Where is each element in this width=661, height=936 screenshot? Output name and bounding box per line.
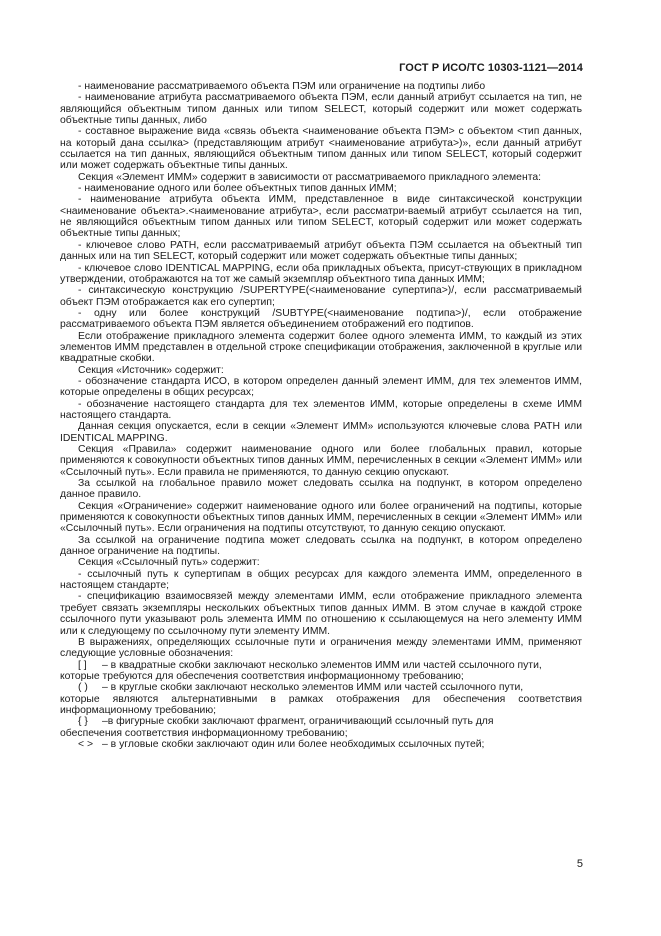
paragraph: - наименование одного или более объектных типов данных ИММ; [78,183,397,195]
symbol-definition [60,682,582,693]
paragraph: - составное выражение вида «связь объекта <наименование объекта ПЭМ> с объектом <тип данных, на который дана ссылка> (представляющим атрибут <наименование атрибута>)», если данный атрибут ссылается на тип данных, являющийся объектным типом данных или типом SELECT, который содержит или может содержать объектные типы данных. [60,126,582,172]
paragraph: В выражениях, определяющих ссылочные пути и ограничения между элементами ИММ, применяют следующие условные обозначения: [60,636,582,660]
paragraph: - наименование атрибута объекта ИММ, представленное в виде синтаксической конструкции <наименование объекта>.<наименование атрибута>, если рассматри-ваемый атрибут ссылается на тип, не являющийся объектным типом данных или типом SELECT, который содержит или может содержать объектные типы данных; [60,194,582,240]
symbol-definition [60,660,582,671]
symbol: < > [78,738,94,750]
symbol: ( ) [78,682,88,694]
symbol-text: – в круглые скобки заключают несколько элементов ИММ или частей ссылочного пути, [102,682,524,694]
symbol-text-continued: которые являются альтернативными в рамках отображения для обеспечения соответствия информационному требованию; [60,693,582,716]
paragraph: - обозначение стандарта ИСО, в котором определен данный элемент ИММ, для тех элементов ИММ, которые определены в общих ресурсах; [60,375,582,399]
symbol: [ ] [78,659,87,671]
paragraph: За ссылкой на глобальное правило может следовать ссылка на подпункт, в котором определено данное правило. [60,478,582,501]
paragraph: За ссылкой на ограничение подтипа может следовать ссылка на подпункт, в котором определено данное ограничение на подтипы. [60,534,582,558]
paragraph: Если отображение прикладного элемента содержит более одного элемента ИММ, то каждый из этих элементов ИММ представлен в отдельной строке спецификации отображения, заключенной в круглые или квадратные скобки. [60,330,582,365]
body-text [60,81,582,750]
paragraph: - одну или более конструкций /SUBTYPE(<наименование подтипа>)/, если отображение рассматриваемого объекта ПЭМ является объединением отображений его подтипов. [60,307,582,331]
page-number: 5 [576,858,583,870]
paragraph: Данная секция опускается, если в секции «Элемент ИММ» используются ключевые слова PATH или IDENTICAL MAPPING. [60,421,582,444]
paragraph: Секция «Ссылочный путь» содержит: [78,557,260,569]
paragraph: - ключевое слово PATH, если рассматриваемый атрибут объекта ПЭМ ссылается на объектный тип данных или на тип SELECT, который содержит или может содержать объектные типы данных; [60,239,582,263]
paragraph: Секция «Правила» содержит наименование одного или более глобальных правил, которые применяются к совокупности объектных типов данных ИММ, перечисленных в секции «Элемент ИММ» или «Ссылочный путь». Если правила не применяются, то данную секцию опускают. [60,444,582,478]
standard-header: ГОСТ Р ИСО/ТС 10303-1121—2014 [399,62,583,74]
paragraph: - наименование рассматриваемого объекта ПЭМ или ограничение на подтипы либо [78,81,486,92]
paragraph: Секция «Источник» содержит: [78,364,224,376]
paragraph: Секция «Ограничение» содержит наименование одного или более ограничений на подтипы, которые применяются к совокупности объектных типов данных ИММ, перечисленных в секции «Элемент ИММ» или «Ссылочный путь». Если ограничения на подтипы отсутствуют, то данную секцию опускают. [60,500,582,535]
symbol-definition [60,739,582,750]
symbol-text: –в фигурные скобки заключают фрагмент, ограничивающий ссылочный путь для [102,716,494,728]
paragraph: Секция «Элемент ИММ» содержит в зависимости от рассматриваемого прикладного элемента: [78,171,542,183]
paragraph: - спецификацию взаимосвязей между элементами ИММ, если отображение прикладного элемента требует связать экземпляры нескольких объектных типов данных ИММ. В этом случае в каждой строке ссылочного пути указывают роль элемента ИММ по отношению к ссылающемуся на него элементу ИММ или к следующему по ссылочному пути элементу ИММ. [60,591,582,637]
symbol-definition [60,716,582,727]
paragraph: - обозначение настоящего стандарта для тех элементов ИММ, которые определены в схеме ИММ настоящего стандарта. [60,398,582,421]
symbol-text-continued: которые требуются для обеспечения соответствия информационному требованию; [60,670,464,682]
paragraph: - наименование атрибута рассматриваемого объекта ПЭМ, если данный атрибут ссылается на тип, не являющийся объектным типом данных или типом SELECT, который содержит или может содержать объектные типы данных, либо [60,92,582,127]
paragraph: - синтаксическую конструкцию /SUPERTYPE(<наименование супертипа>)/, если рассматриваемый объект ПЭМ отображается как его супертип; [60,285,582,308]
symbol-text: – в угловые скобки заключают один или более необходимых ссылочных путей; [102,738,485,750]
symbol-text: – в квадратные скобки заключают несколько элементов ИММ или частей ссылочного пути, [102,659,542,671]
symbol-text-continued: обеспечения соответствия информационному требованию; [60,727,348,739]
symbol: { } [78,716,88,728]
paragraph: - ключевое слово IDENTICAL MAPPING, если оба прикладных объекта, присут-ствующих в прикладном утверждении, отображаются на тот же самый экземпляр объектного типа данных ИММ; [60,262,582,285]
paragraph: - ссылочный путь к супертипам в общих ресурсах для каждого элемента ИММ, определенного в настоящем стандарте; [60,568,582,592]
